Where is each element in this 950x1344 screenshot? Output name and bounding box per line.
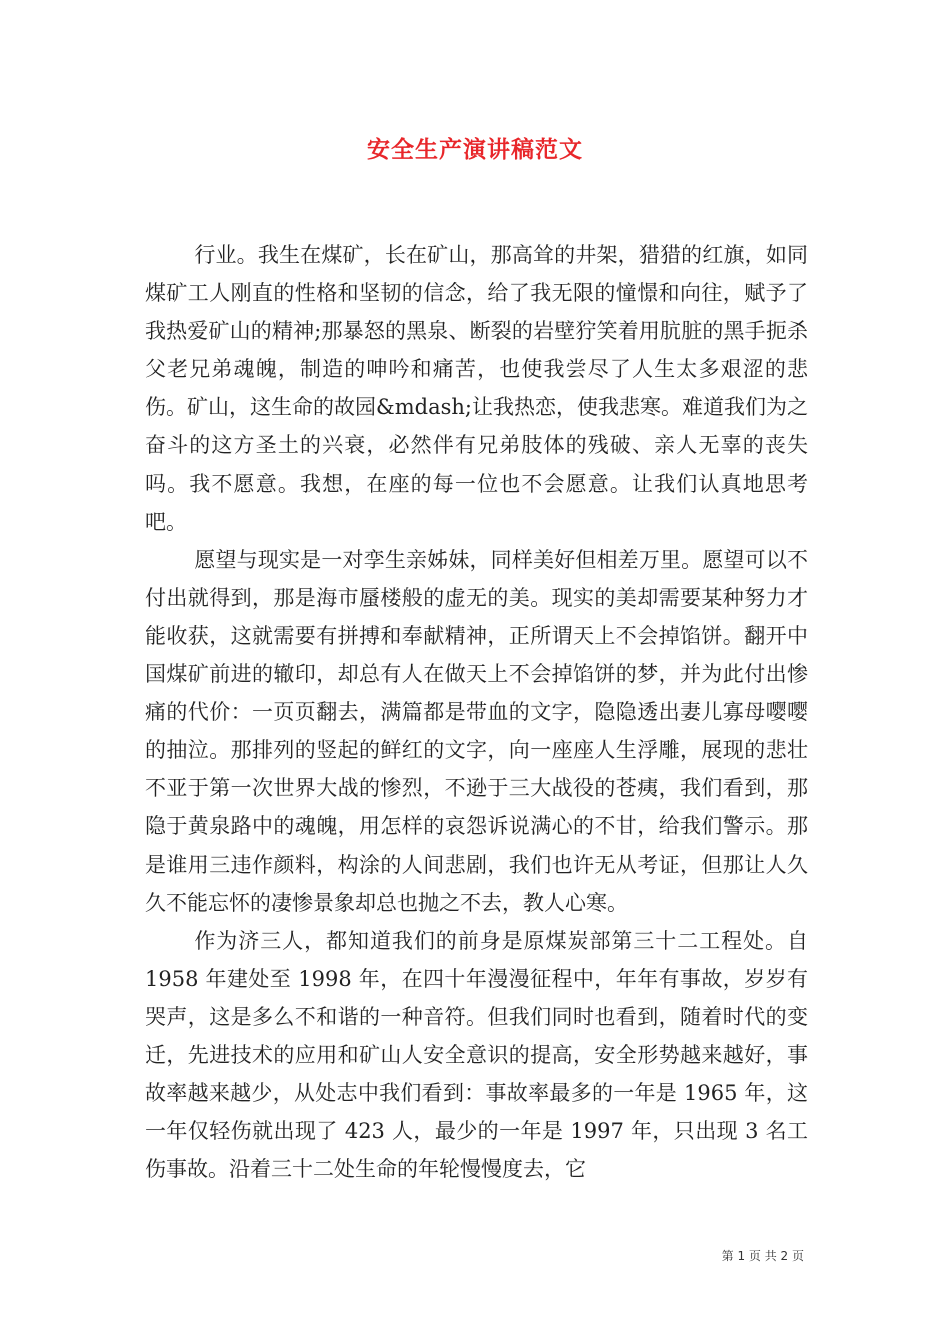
paragraph-1: 行业。我生在煤矿，长在矿山，那高耸的井架，猎猎的红旗，如同煤矿工人刚直的性格和坚韧的信念，给了我无限的憧憬和向往，赋予了我热爱矿山的精神;那暴怒的黑泉、断裂的岩壁狞笑着用肮脏的黑手扼杀父老兄弟魂魄，制造的呻吟和痛苦，也使我尝尽了人生太多艰涩的悲伤。矿山，这生命的故园&mdash;让我热恋，使我悲寒。难道我们为之奋斗的这方圣土的兴衰，必然伴有兄弟肢体的残破、亲人无辜的丧失吗。我不愿意。我想，在座的每一位也不会愿意。让我们认真地思考吧。: [145, 243, 808, 534]
paragraph-2: 愿望与现实是一对孪生亲姊妹，同样美好但相差万里。愿望可以不付出就得到，那是海市蜃楼般的虚无的美。现实的美却需要某种努力才能收获，这就需要有拼搏和奉献精神，正所谓天上不会掉馅饼。翻开中国煤矿前进的辙印，却总有人在做天上不会掉馅饼的梦，并为此付出惨痛的代价：一页页翻去，满篇都是带血的文字，隐隐透出妻儿寡母嘤嘤的抽泣。那排列的竖起的鲜红的文字，向一座座人生浮雕，展现的悲壮不亚于第一次世界大战的惨烈，不逊于三大战役的苍痍，我们看到，那隐于黄泉路中的魂魄，用怎样的哀怨诉说满心的不甘，给我们警示。那是谁用三违作颜料，构涂的人间悲剧，我们也许无从考证，但那让人久久不能忘怀的凄惨景象却总也抛之不去，教人心寒。: [145, 547, 808, 915]
document-body: [145, 236, 808, 1188]
page-number-footer: 第 1 页 共 2 页: [721, 1249, 804, 1263]
document-title: 安全生产演讲稿范文: [367, 136, 583, 163]
paragraph-3: 作为济三人，都知道我们的前身是原煤炭部第三十二工程处。自 1958 年建处至 1998 年，在四十年漫漫征程中，年年有事故，岁岁有哭声，这是多么不和谐的一种音符。但我们同时也看到，随着时代的变迁，先进技术的应用和矿山人安全意识的提高，安全形势越来越好，事故率越来越少，从处志中我们看到：事故率最多的一年是 1965 年，这一年仅轻伤就出现了 423 人，最少的一年是 1997 年，只出现 3 名工伤事故。沿着三十二处生命的年轮慢慢度去，它: [145, 928, 808, 1182]
